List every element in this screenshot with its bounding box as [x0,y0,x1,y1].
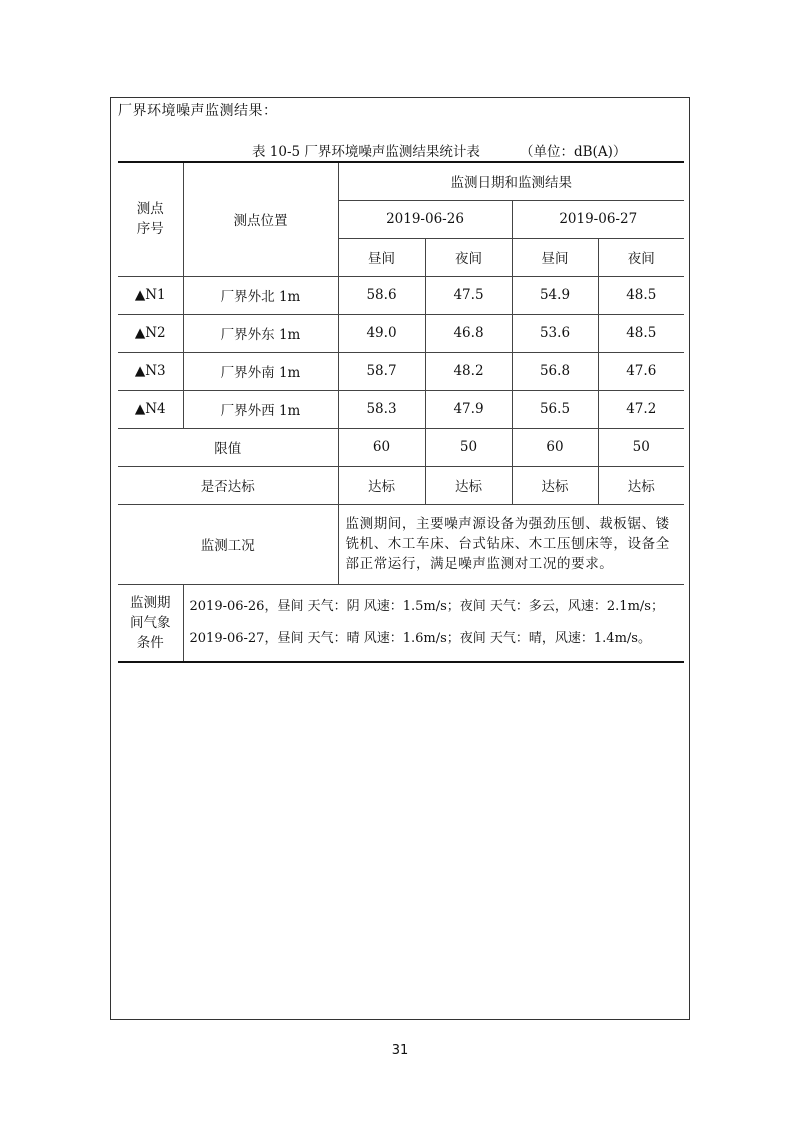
limit-row [118,428,684,466]
value-cell: 47.2 [598,390,684,428]
table-row [118,276,684,314]
value-cell: 56.8 [512,352,598,390]
value-cell: 46.8 [425,314,512,352]
limit-label: 限值 [118,428,338,466]
header-date-1: 2019-06-26 [338,200,512,238]
header-date-group: 监测日期和监测结果 [338,162,684,200]
point-location: 厂界外西 1m [183,390,338,428]
point-location: 厂界外南 1m [183,352,338,390]
header-point-no: 测点 序号 [118,162,183,276]
compliance-value: 达标 [425,466,512,504]
compliance-label: 是否达标 [118,466,338,504]
value-cell: 47.5 [425,276,512,314]
value-cell: 47.6 [598,352,684,390]
limit-value: 50 [425,428,512,466]
value-cell: 49.0 [338,314,425,352]
header-period: 昼间 [338,238,425,276]
table-row [118,314,684,352]
point-id: ▲N4 [118,390,183,428]
point-id: ▲N3 [118,352,183,390]
header-period: 夜间 [425,238,512,276]
value-cell: 47.9 [425,390,512,428]
weather-line: 2019-06-26，昼间 天气：阴 风速：1.5m/s；夜间 天气：多云，风速：2.1m/s； [189,598,664,614]
table-unit: （单位：dB(A)） [520,144,627,160]
point-id: ▲N2 [118,314,183,352]
weather-label: 监测期 间气象 条件 [118,584,183,662]
header-date-2: 2019-06-27 [512,200,684,238]
compliance-value: 达标 [512,466,598,504]
point-location: 厂界外北 1m [183,276,338,314]
value-cell: 54.9 [512,276,598,314]
section-heading: 厂界环境噪声监测结果： [118,103,278,119]
compliance-row [118,466,684,504]
value-cell: 48.5 [598,314,684,352]
value-cell: 58.7 [338,352,425,390]
conditions-row [118,504,684,584]
table-title: 表 10-5 厂界环境噪声监测结果统计表 [252,144,480,160]
point-id: ▲N1 [118,276,183,314]
header-period: 夜间 [598,238,684,276]
limit-value: 50 [598,428,684,466]
page-number: 31 [391,1043,409,1058]
value-cell: 58.3 [338,390,425,428]
table-row [118,390,684,428]
weather-line: 2019-06-27，昼间 天气：晴 风速：1.6m/s；夜间 天气：晴，风速：1.4m/s。 [189,630,651,646]
value-cell: 58.6 [338,276,425,314]
noise-results-table [118,161,684,663]
value-cell: 53.6 [512,314,598,352]
limit-value: 60 [512,428,598,466]
value-cell: 48.5 [598,276,684,314]
value-cell: 48.2 [425,352,512,390]
header-period: 昼间 [512,238,598,276]
value-cell: 56.5 [512,390,598,428]
header-point-location: 测点位置 [183,162,338,276]
weather-row [118,584,684,662]
point-location: 厂界外东 1m [183,314,338,352]
table-row [118,352,684,390]
limit-value: 60 [338,428,425,466]
compliance-value: 达标 [598,466,684,504]
weather-lines [183,584,684,662]
compliance-value: 达标 [338,466,425,504]
conditions-text: 监测期间，主要噪声源设备为强劲压刨、裁板锯、镂铣机、木工车床、台式钻床、木工压刨床等，设备全部正常运行，满足噪声监测对工况的要求。 [338,504,684,584]
conditions-label: 监测工况 [118,504,338,584]
